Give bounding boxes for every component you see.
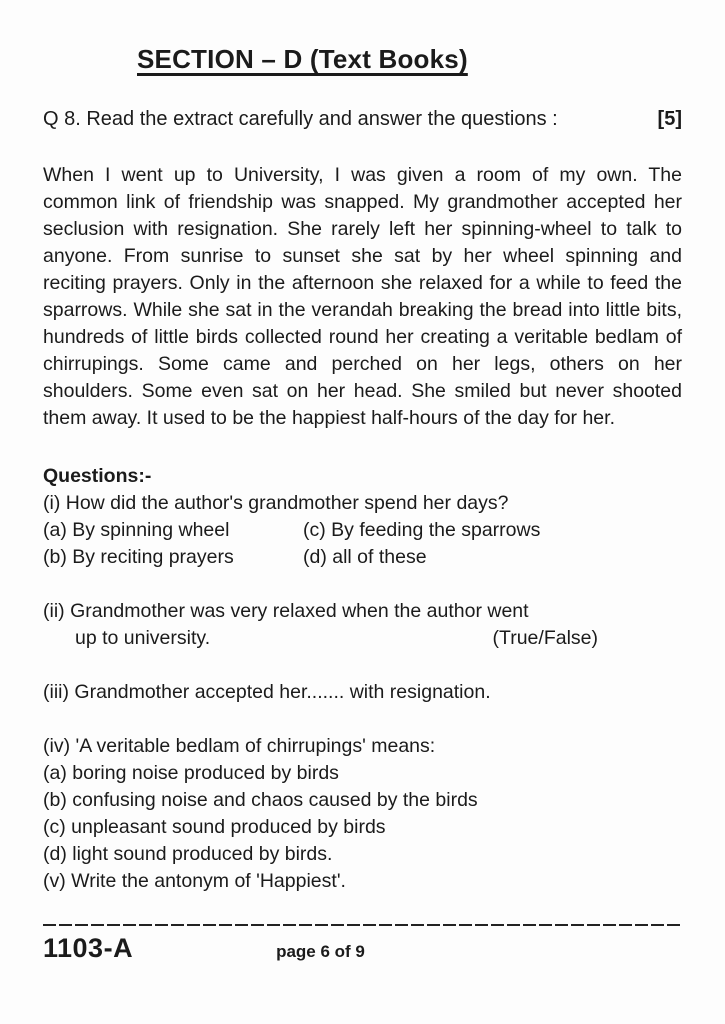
- question-i-option-d: (d) all of these: [303, 546, 427, 568]
- true-false-hint: (True/False): [492, 627, 598, 649]
- marks-badge: [5]: [657, 108, 682, 130]
- question-i-options-row-2: [43, 544, 682, 571]
- question-i-option-c: (c) By feeding the sparrows: [303, 519, 541, 541]
- question-i-text: (i) How did the author's grandmother spend her days?: [43, 492, 509, 514]
- question-i-option-b: (b) By reciting prayers: [43, 546, 234, 568]
- question-ii-line2: [43, 625, 682, 652]
- footer: [43, 933, 682, 964]
- question-ii-line1: (ii) Grandmother was very relaxed when the author went: [43, 600, 529, 622]
- footer-rule: [43, 924, 682, 926]
- question-iv-text: (iv) 'A veritable bedlam of chirrupings' means:: [43, 735, 436, 757]
- question-v-text: (v) Write the antonym of 'Happiest'.: [43, 870, 346, 892]
- question-iv-option-c: (c) unpleasant sound produced by birds: [43, 816, 386, 838]
- questions-label: Questions:-: [43, 465, 152, 487]
- question-iv-option-a: (a) boring noise produced by birds: [43, 762, 339, 784]
- question-iii-text: (iii) Grandmother accepted her....... with resignation.: [43, 681, 491, 703]
- question-iv-option-b: (b) confusing noise and chaos caused by the birds: [43, 789, 478, 811]
- question-ii: [43, 598, 682, 652]
- question-iv-option-d: (d) light sound produced by birds.: [43, 843, 333, 865]
- questions-section: [43, 463, 682, 895]
- question-iv: [43, 733, 682, 895]
- question-prompt: Q 8. Read the extract carefully and answer the questions :: [43, 108, 558, 130]
- question-i-option-a: (a) By spinning wheel: [43, 519, 230, 541]
- question-ii-line2-text: up to university.: [75, 627, 211, 649]
- section-title: SECTION – D (Text Books): [137, 44, 468, 74]
- page-number: page 6 of 9: [276, 942, 365, 961]
- question-i-options-row-1: [43, 517, 682, 544]
- extract-paragraph: When I went up to University, I was given a room of my own. The common link of friendship was snapped. My grandmother accepted her seclusion with resignation. She rarely left her spinning-wheel to talk to anyone. From sunrise to sunset she sat by her wheel spinning and reciting prayers. Only in the afternoon she relaxed for a while to feed the sparrows. While she sat in the verandah breaking the bread into little bits, hundreds of little birds collected round her creating a veritable bedlam of chirrupings. Some came and perched on her legs, others on her shoulders. Some even sat on her head. She smiled but never shooted them away. It used to be the happiest half-hours of the day for her.: [43, 164, 682, 429]
- question-header-row: [43, 108, 682, 131]
- paper-code: 1103-A: [43, 933, 134, 963]
